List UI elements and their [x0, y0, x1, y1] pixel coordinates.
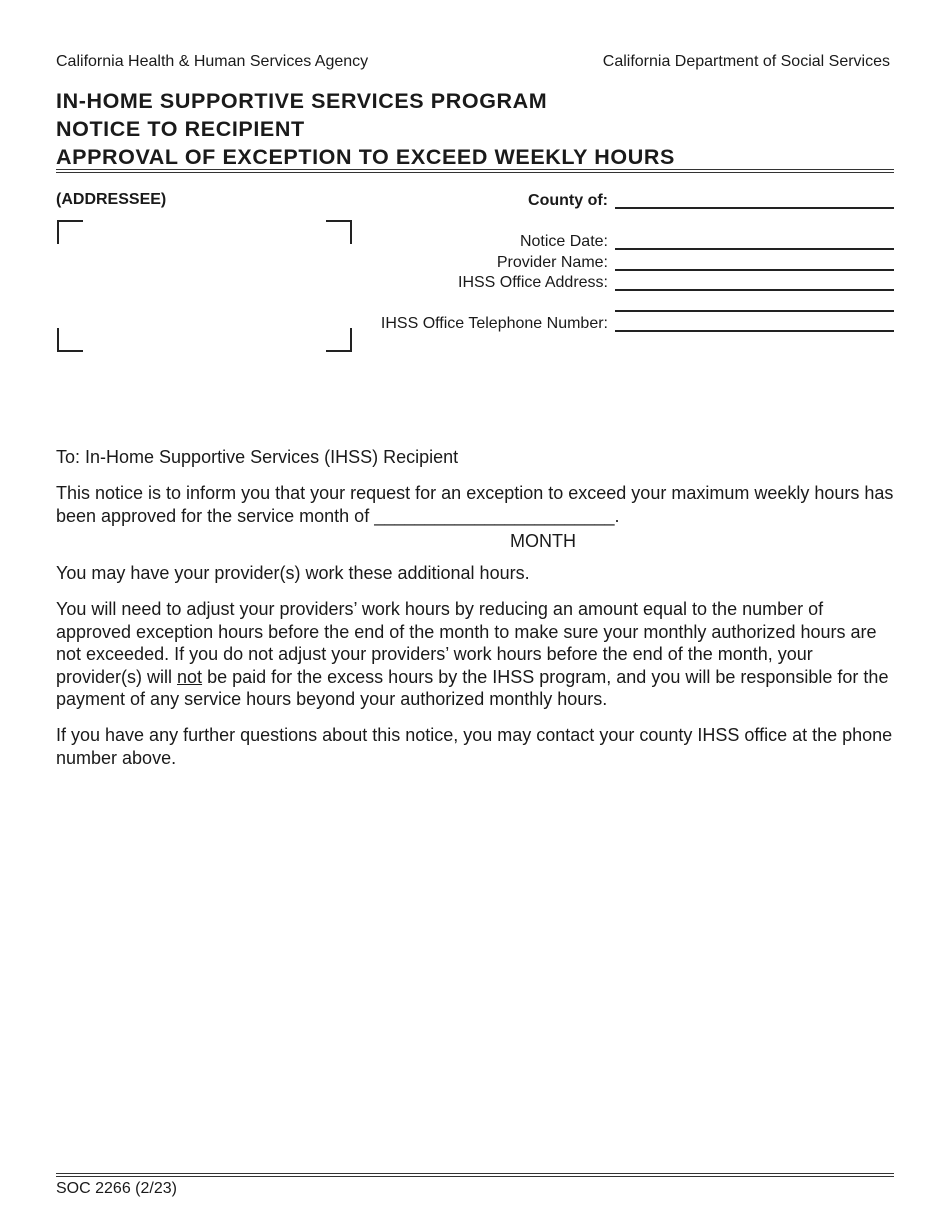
approval-text: This notice is to inform you that your request for an exception to exceed your maximum weekly hours has been approved for the service month of	[56, 483, 894, 526]
county-label: County of:	[528, 192, 608, 209]
service-month-blank[interactable]: ________________________.	[374, 505, 620, 526]
notice-date-field[interactable]	[615, 248, 894, 250]
questions-paragraph: If you have any further questions about this notice, you may contact your county IHSS office at the phone number above.	[56, 725, 893, 768]
address-window-corner-bottom-right	[326, 328, 352, 352]
office-address-field-line1[interactable]	[615, 289, 894, 291]
form-number: SOC 2266 (2/23)	[56, 1180, 177, 1197]
adjust-hours-paragraph	[56, 598, 896, 711]
office-address-field-line2[interactable]	[615, 310, 894, 312]
agency-name-right: California Department of Social Services	[602, 53, 890, 70]
address-window-corner-top-right	[326, 220, 352, 244]
title-line-notice: NOTICE TO RECIPIENT	[56, 117, 305, 141]
adjust-text-part1: You will need to adjust your providers’ work hours by reducing an amount equal to the number of approved exception hours before the end of the month to make sure your monthly authorized hours are not exceeded. If you do not adjust your providers’ work hours before the end of the month, your provider(s) will	[56, 599, 877, 687]
document-title	[56, 87, 675, 171]
office-address-label: IHSS Office Address:	[458, 274, 608, 291]
approval-paragraph	[56, 482, 896, 527]
provider-name-label: Provider Name:	[496, 254, 608, 271]
county-field[interactable]	[615, 207, 894, 209]
footer-divider	[56, 1173, 894, 1177]
provider-name-field[interactable]	[615, 269, 894, 271]
month-label: MONTH	[510, 531, 576, 551]
office-phone-label: IHSS Office Telephone Number:	[380, 315, 608, 332]
address-window-corner-bottom-left	[57, 328, 83, 352]
title-line-approval: APPROVAL OF EXCEPTION TO EXCEED WEEKLY HOURS	[56, 145, 675, 169]
emphasis-not: not	[177, 666, 203, 687]
notice-date-label: Notice Date:	[519, 233, 608, 250]
adjust-text-part2: be paid for the excess hours by the IHSS program, and you will be responsible for the payment of any service hours beyond your authorized monthly hours.	[56, 666, 889, 709]
title-divider	[56, 169, 894, 173]
title-line-program: IN-HOME SUPPORTIVE SERVICES PROGRAM	[56, 89, 548, 113]
recipient-line: To: In-Home Supportive Services (IHSS) Recipient	[56, 447, 459, 467]
additional-hours-paragraph: You may have your provider(s) work these additional hours.	[56, 563, 530, 583]
addressee-label: (ADDRESSEE)	[56, 191, 167, 208]
address-window-corner-top-left	[57, 220, 83, 244]
office-phone-field[interactable]	[615, 330, 894, 332]
agency-name-left: California Health & Human Services Agency	[56, 53, 369, 70]
